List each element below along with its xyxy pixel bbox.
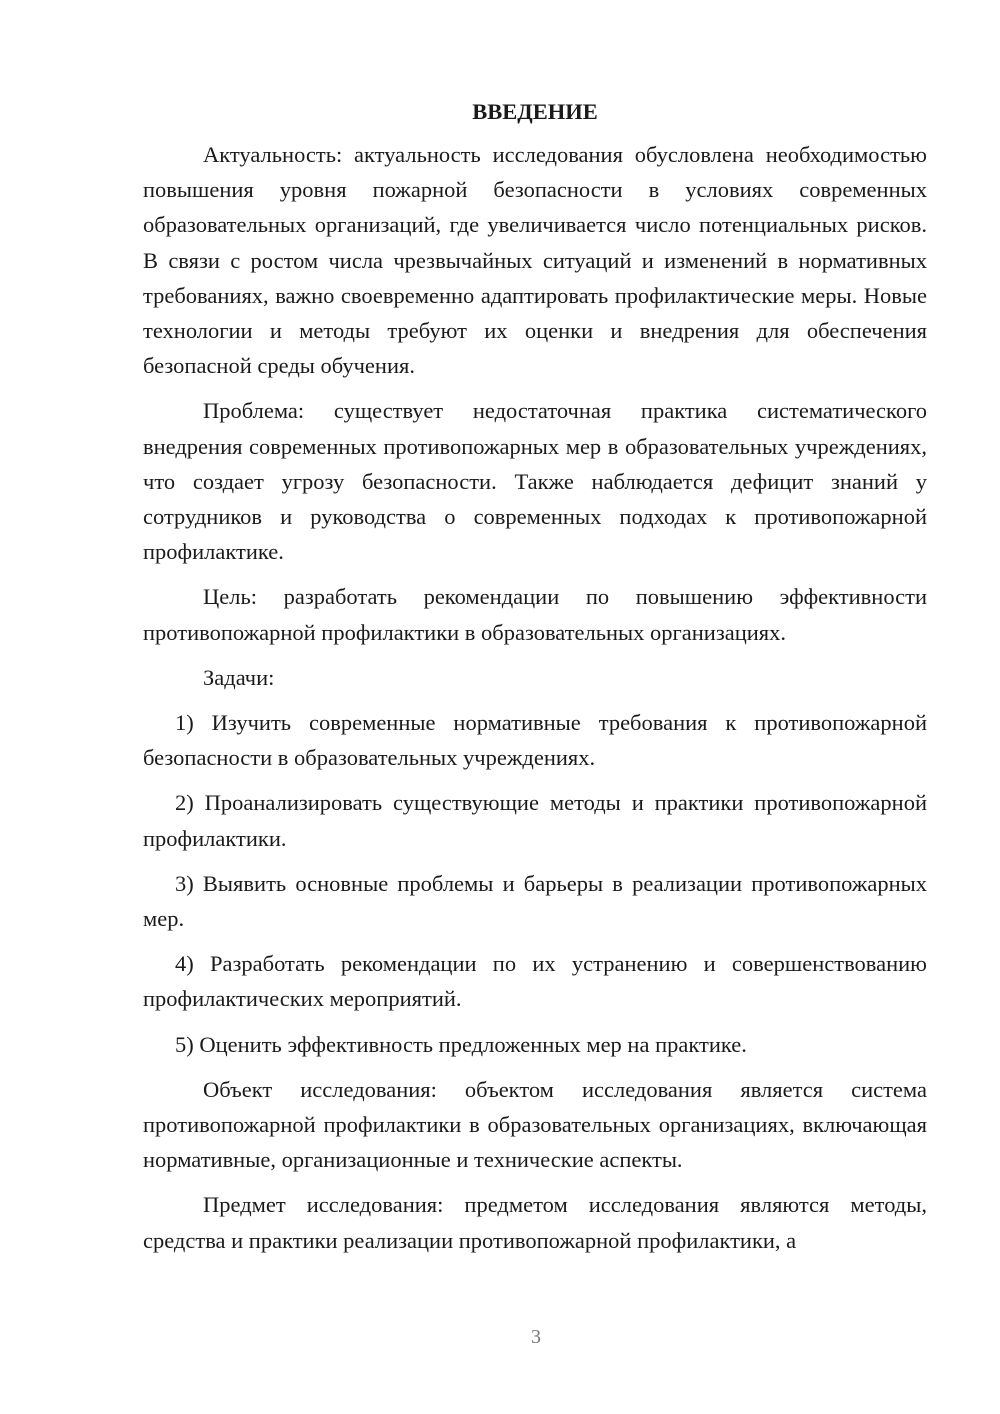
task-item: 3) Выявить основные проблемы и барьеры в реализации противопожарных мер. <box>143 870 927 932</box>
paragraph-relevance: Актуальность: актуальность исследования обусловлена необходимостью повышения уровня пожарной безопасности в условиях современных образовательных организаций, где увеличивается число потенциальных рисков. В связи с ростом числа чрезвычайных ситуаций и изменений в нормативных требованиях, важно своевременно адаптировать профилактические меры. Новые технологии и методы требуют их оценки и внедрения для обеспечения безопасной среды обучения. <box>143 142 927 379</box>
task-item: 1) Изучить современные нормативные требования к противопожарной безопасности в образовательных учреждениях. <box>143 710 927 771</box>
page-content <box>143 94 927 1258</box>
page-number: 3 <box>531 1326 541 1348</box>
paragraph-object: Объект исследования: объектом исследования является система противопожарной профилактики в образовательных организациях, включающая нормативные, организационные и технические аспекты. <box>143 1076 927 1173</box>
section-title: ВВЕДЕНИЕ <box>472 99 598 124</box>
task-item: 5) Оценить эффективность предложенных мер на практике. <box>175 1031 747 1057</box>
paragraph-goal: Цель: разработать рекомендации по повышению эффективности противопожарной профилактики в образовательных организациях. <box>143 584 927 645</box>
paragraph-subject: Предмет исследования: предметом исследования являются методы, средства и практики реализации противопожарной профилактики, а <box>143 1192 927 1253</box>
paragraph-problem: Проблема: существует недостаточная практика систематического внедрения современных противопожарных мер в образовательных учреждениях, что создает угрозу безопасности. Также наблюдается дефицит знаний у сотрудников и руководства о современных подходах к противопожарной профилактике. <box>143 398 927 565</box>
task-item: 2) Проанализировать существующие методы и практики противопожарной профилактики. <box>143 790 927 851</box>
tasks-heading: Задачи: <box>203 664 275 690</box>
task-item: 4) Разработать рекомендации по их устранению и совершенствованию профилактических мероприятий. <box>143 951 927 1012</box>
